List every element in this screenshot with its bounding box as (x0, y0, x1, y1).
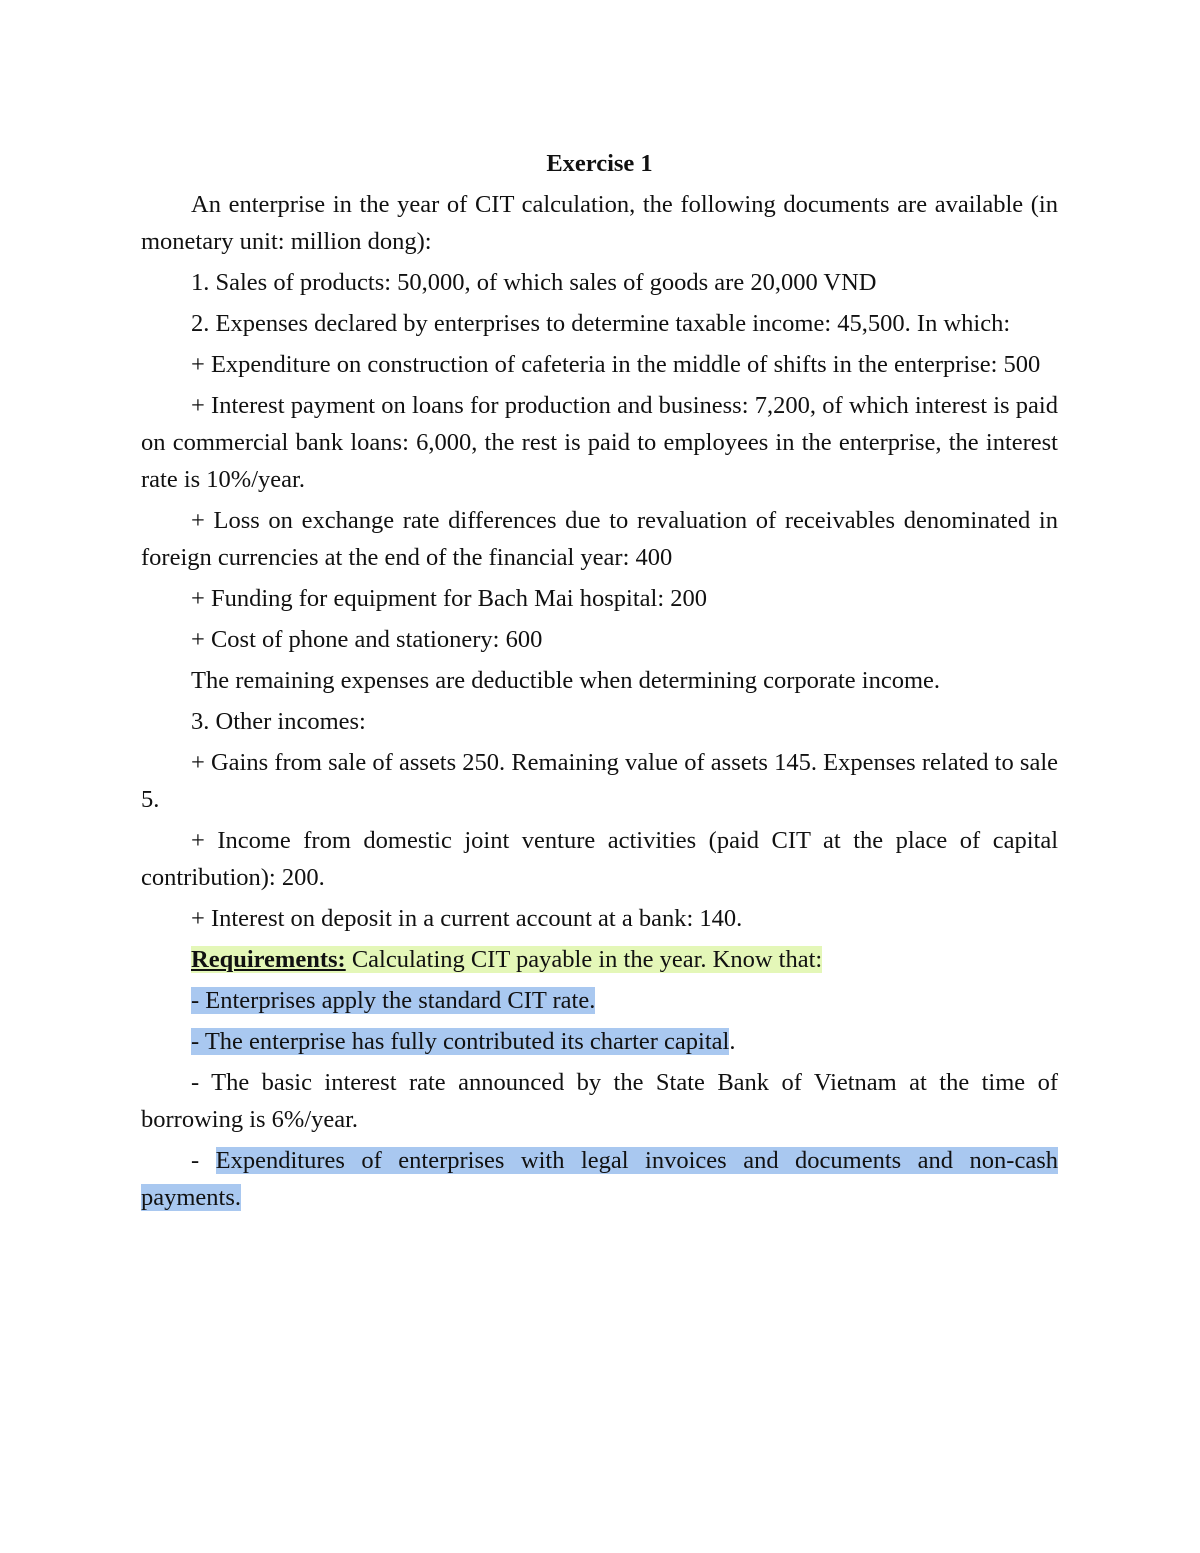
intro-paragraph: An enterprise in the year of CIT calculation, the following documents are available (in monetary unit: million dong): (141, 191, 1058, 255)
condition-standard-rate-text: - Enterprises apply the standard CIT rate. (191, 987, 596, 1014)
condition-legal-invoices (141, 1142, 1058, 1216)
document-title: Exercise 1 (546, 150, 653, 177)
income-asset-sale: + Gains from sale of assets 250. Remaining value of assets 145. Expenses related to sale 5. (141, 749, 1058, 813)
condition-basic-interest-rate: - The basic interest rate announced by the State Bank of Vietnam at the time of borrowing is 6%/year. (141, 1069, 1058, 1133)
condition-legal-invoices-dash: - (191, 1147, 216, 1174)
remaining-expenses-note: The remaining expenses are deductible when determining corporate income. (191, 667, 940, 694)
expense-exchange-loss: + Loss on exchange rate differences due to revaluation of receivables denominated in foreign currencies at the end of the financial year: 400 (141, 507, 1058, 571)
expense-phone-stationery: + Cost of phone and stationery: 600 (191, 626, 543, 653)
item-2-expenses: 2. Expenses declared by enterprises to determine taxable income: 45,500. In which: (191, 310, 1011, 337)
condition-legal-invoices-text: Expenditures of enterprises with legal invoices and documents and non-cash payments. (141, 1147, 1058, 1211)
expense-interest-payment: + Interest payment on loans for production and business: 7,200, of which interest is paid on commercial bank loans: 6,000, the rest is paid to employees in the enterprise, the interest rate is 10%/year. (141, 392, 1058, 493)
expense-hospital-funding: + Funding for equipment for Bach Mai hospital: 200 (191, 585, 707, 612)
document-body (141, 145, 1058, 1220)
item-1-sales: 1. Sales of products: 50,000, of which sales of goods are 20,000 VND (191, 269, 877, 296)
item-3-other-incomes: 3. Other incomes: (191, 708, 366, 735)
condition-charter-capital-text: - The enterprise has fully contributed its charter capital (191, 1028, 730, 1055)
requirements-paragraph (141, 941, 1058, 978)
condition-standard-rate (141, 982, 1058, 1019)
requirements-label: Requirements: (191, 946, 346, 973)
condition-charter-capital-end: . (729, 1028, 736, 1055)
expense-cafeteria: + Expenditure on construction of cafeteria in the middle of shifts in the enterprise: 500 (191, 351, 1041, 378)
requirements-text: Calculating CIT payable in the year. Know that: (345, 946, 823, 973)
income-joint-venture: + Income from domestic joint venture activities (paid CIT at the place of capital contribution): 200. (141, 827, 1058, 891)
income-deposit-interest: + Interest on deposit in a current account at a bank: 140. (191, 905, 743, 932)
condition-charter-capital (141, 1023, 1058, 1060)
